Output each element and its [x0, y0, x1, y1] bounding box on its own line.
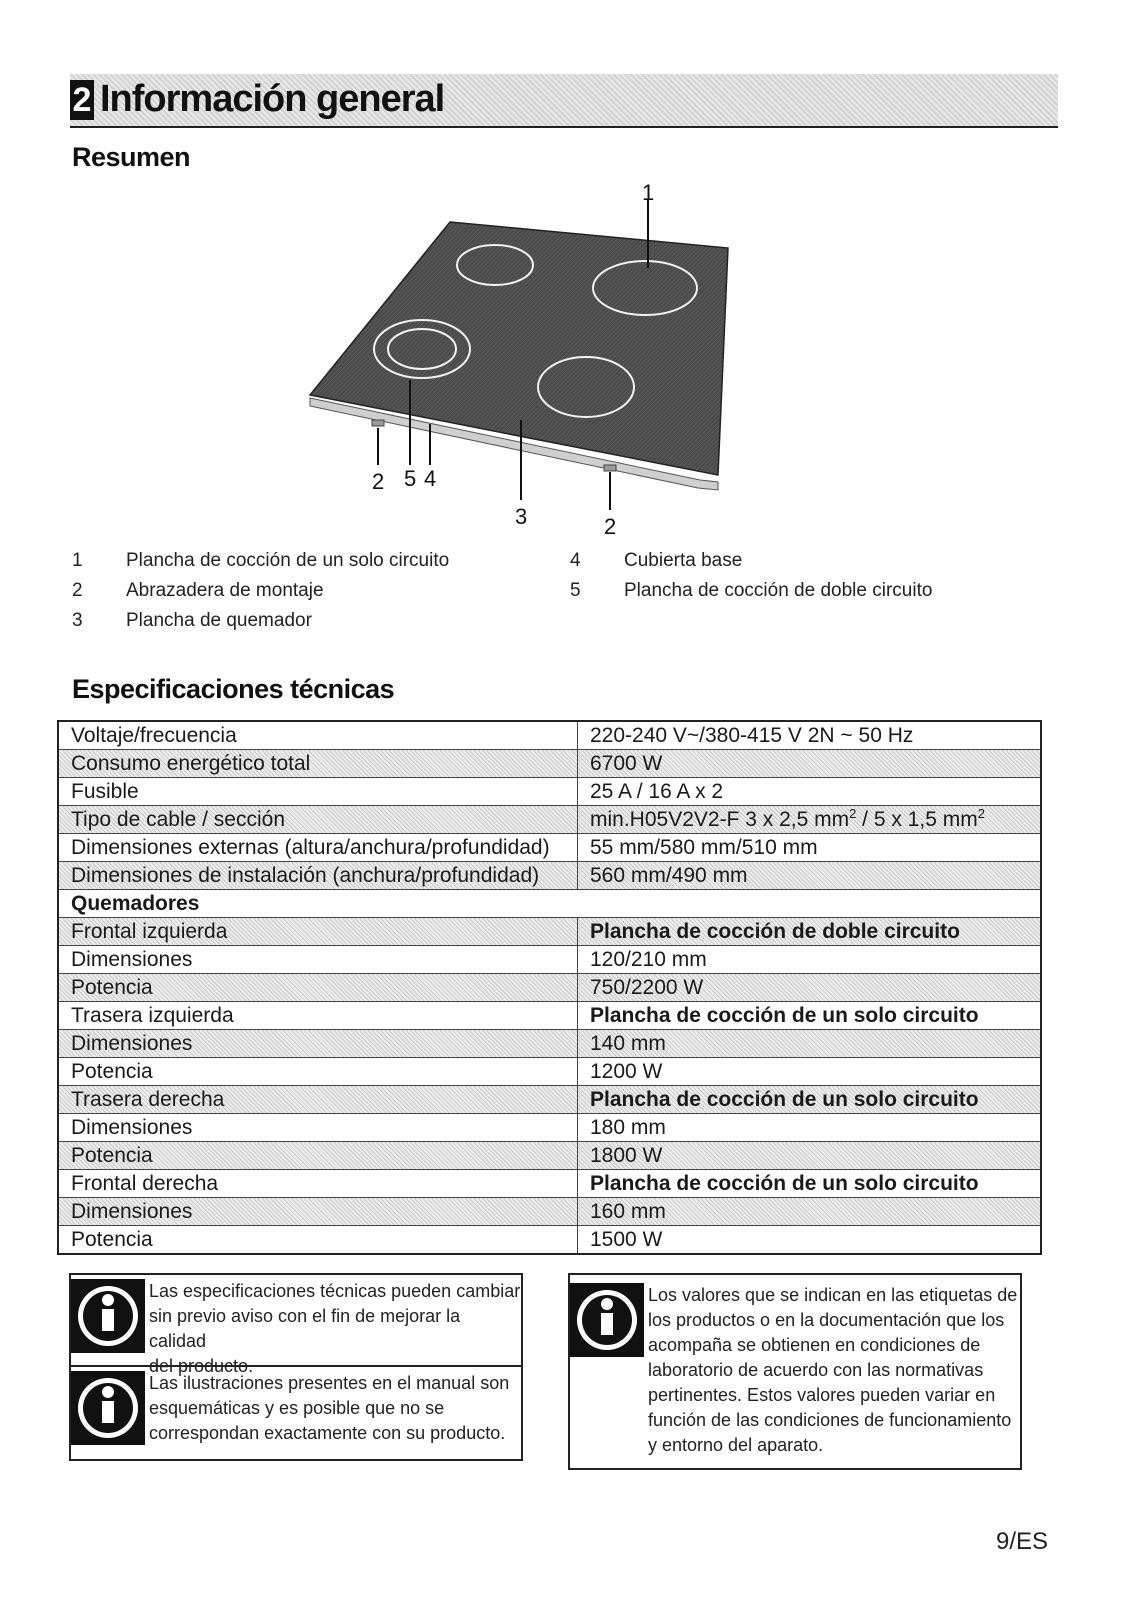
- info-note: Los valores que se indican en las etiquetas de los productos o en la documentación que los acompaña se obtienen en condiciones de laboratorio de acuerdo con las normativas pertinentes. Estos valores pueden variar en función de las condiciones de funcionamiento y entorno del aparato.: [570, 1275, 1020, 1458]
- table-row: Dimensiones 160 mm: [58, 1198, 1041, 1226]
- info-note: Las ilustraciones presentes en el manual son esquemáticas y es posible que no se correspondan exactamente con su producto.: [71, 1367, 521, 1446]
- table-row: Potencia 1800 W: [58, 1142, 1041, 1170]
- info-icon: [71, 1279, 145, 1353]
- info-box-right: [568, 1273, 1022, 1470]
- legend-right: [570, 546, 932, 606]
- info-icon: [570, 1283, 644, 1357]
- table-row: Fusible 25 A / 16 A x 2: [58, 778, 1041, 806]
- callout-5: 5: [404, 466, 417, 491]
- table-row: Frontal derecha Plancha de cocción de un solo circuito: [58, 1170, 1041, 1198]
- table-row: Dimensiones 180 mm: [58, 1114, 1041, 1142]
- specs-table: [57, 720, 1042, 1255]
- section-title: Información general: [100, 78, 445, 120]
- table-row: Tipo de cable / sección min.H05V2V2-F 3 x 2,5 $mm^2 / 5$ x 1,5 $mm^2$: [58, 806, 1041, 834]
- table-row: Dimensiones 120/210 mm: [58, 946, 1041, 974]
- table-row: Frontal izquierda Plancha de cocción de doble circuito: [58, 918, 1041, 946]
- callout-1: 1: [642, 180, 655, 205]
- table-row: Trasera derecha Plancha de cocción de un solo circuito: [58, 1086, 1041, 1114]
- page-number: 9/ES: [995, 1528, 1048, 1555]
- table-row-burners-heading: Quemadores: [58, 890, 1041, 918]
- glass-top: [310, 222, 728, 475]
- overview-heading: Resumen: [72, 142, 191, 172]
- legend-item: 3 Plancha de quemador: [72, 610, 312, 631]
- table-row: Consumo energético total 6700 W: [58, 750, 1041, 778]
- mounting-clamp-left: [372, 420, 384, 426]
- table-row: Potencia 750/2200 W: [58, 974, 1041, 1002]
- table-row: Dimensiones externas (altura/anchura/profundidad) 55 mm/580 mm/510 mm: [58, 834, 1041, 862]
- table-row: Potencia 1200 W: [58, 1058, 1041, 1086]
- specs-heading: Especificaciones técnicas: [72, 674, 395, 704]
- info-icon: [71, 1371, 145, 1445]
- legend-item: 5 Plancha de cocción de doble circuito: [570, 580, 933, 601]
- table-row: Dimensiones 140 mm: [58, 1030, 1041, 1058]
- callout-3: 3: [515, 504, 528, 529]
- legend-item: 1 Plancha de cocción de un solo circuito: [72, 550, 450, 571]
- callout-4: 4: [424, 466, 437, 491]
- info-note: Las especificaciones técnicas pueden cambiar sin previo aviso con el fin de mejorar la calidad del producto.: [71, 1275, 521, 1367]
- legend-left: [72, 546, 449, 636]
- info-box-left: [69, 1273, 523, 1461]
- mounting-clamp-right: [604, 465, 616, 471]
- callout-2-right: 2: [604, 514, 617, 539]
- table-row: Potencia 1500 W: [58, 1226, 1041, 1255]
- table-row: Voltaje/frecuencia 220-240 V~/380-415 V 2N ~ 50 Hz: [58, 721, 1041, 750]
- callout-2-left: 2: [372, 469, 385, 494]
- legend-item: 2 Abrazadera de montaje: [72, 580, 324, 601]
- cooktop-diagram: [290, 180, 770, 550]
- section-number: 2: [70, 80, 94, 120]
- table-row: Dimensiones de instalación (anchura/profundidad) 560 mm/490 mm: [58, 862, 1041, 890]
- legend-item: 4 Cubierta base: [570, 550, 743, 571]
- table-row: Trasera izquierda Plancha de cocción de un solo circuito: [58, 1002, 1041, 1030]
